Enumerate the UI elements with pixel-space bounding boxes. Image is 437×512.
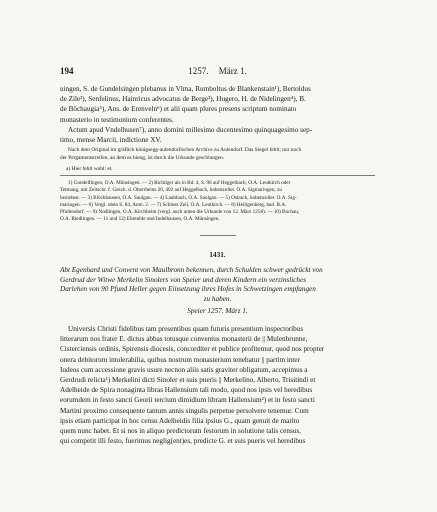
section-divider bbox=[200, 235, 236, 236]
actum-paragraph bbox=[60, 125, 375, 145]
charter-text bbox=[60, 324, 375, 446]
text-line: Nach dem Original im gräflich königsegg-aulendorfischen Archive zu Aulendorf. Das Siegel fehlt; nur noch bbox=[68, 147, 302, 153]
text-line: ipsis etiam participat in hoc censu Adelheidis filia ipsius G., quam genuit de marito bbox=[60, 416, 300, 425]
text-line: Cisterciensis ordinis, Spirensis diocesis, concorditer et publice profitemur, quod nos propter bbox=[60, 345, 325, 354]
footnotes bbox=[60, 180, 375, 224]
regest-line: Gerdrud der Witwe Merkelin Sinolers von Speier und deren Kindern ein verzinsliches bbox=[60, 275, 306, 284]
footnote-line: maringen. — 6) Vergl. oben S. 84, Anm. 2. — 7) Schloss Zeil, O.A. Leutkirch. — 8) Heiligenberg, bad. B.A. bbox=[60, 201, 287, 208]
regest-line: Abt Egenhard und Convent von Maulbronn bekennen, durch Schulden schwer gedrückt von bbox=[60, 266, 323, 274]
text-line: Universis Christi fidelibus tam presentibus quam futuris presentium inspectoribus bbox=[68, 325, 304, 333]
witness-list-paragraph bbox=[60, 84, 375, 125]
footnote-divider bbox=[60, 175, 375, 176]
header-date bbox=[60, 66, 375, 76]
text-line: monasterio in testimonium conferentes. bbox=[60, 115, 174, 124]
footnote-line: Tettnang, mit Zeitschr. f. Gesch. d. Oberrheins 26, 402 auf Heggelbach, hohenzoller. O.A. Sigmaringen, zu bbox=[60, 187, 282, 194]
footnote-line: Pfullendorf. — 9) Nodlingen, O.A. Kirchheim (vergl. auch unten die Urkunde von 12. März 1258). — 10) Buchau, bbox=[60, 209, 300, 216]
header-year: 1257. bbox=[188, 66, 209, 76]
text-line: qui competit illi festo, fuerimus neglig(ent)es, predicte G. et suis pueris vel heredibus bbox=[60, 437, 306, 446]
text-line: timo, mense Marcii, indictione XV. bbox=[60, 136, 162, 145]
text-line: Martini proximo consequente tantum annis singulis perpetue persolvere tenemur. Cum bbox=[60, 406, 309, 415]
regest bbox=[60, 266, 375, 304]
source-note bbox=[60, 147, 375, 162]
text-line: uingen, S. de Gundelsingen plebanus in Vlma, Rumboltus de Blankenstain¹), Bertoldus bbox=[60, 85, 311, 93]
footnote-a: a) Hier fehlt wohl: et. bbox=[66, 166, 113, 172]
text-line: eorumdem in festo sancti Georii tercium dimidium libram Hallensium²) et in festo sancti bbox=[60, 396, 315, 405]
text-line: Actum apud Vndelhusen⁷), anno domini millesimo ducentesimo quinquagesimo sep- bbox=[68, 126, 313, 134]
place-date: Speier 1257. März 1. bbox=[187, 307, 248, 315]
text-line: litterarum nos frater E. dictus abbas totusque conventus monasterii de || Mulenbrunne, bbox=[60, 335, 308, 344]
document-number: 1431. bbox=[209, 251, 226, 259]
text-line: Gerdrudi relicta¹) Merkelini dicti Sinoler et suis pueris || Merkelino, Alberto, Trisitindi et bbox=[60, 376, 316, 385]
regest-line: Darlehen von 90 Pfund Heller gegen Einsetzung ihres Hofes in Schwetzingen empfangen bbox=[60, 285, 316, 294]
footnote-line: O.A. Riedlingen. — 11 und 12) Ehrenble und Indelhausen, O.A. Münsingen. bbox=[60, 216, 220, 223]
page-number: 194 bbox=[60, 66, 74, 76]
text-line: quem nunc habet. Et si nos in aliquo predictorum festorum in solutione talis census, bbox=[60, 427, 301, 436]
text-line: onera debitorum intolerabilia, quibus nostrum monasterium tenebatur || partim inter bbox=[60, 355, 301, 364]
footnote-line: beziehen. — 3) Blöchhausen, O.A. Saulgau. — 4) Laubbach, O.A. Saulgau. — 5) Ostrach, hohenzoller. O.A. Sig- bbox=[60, 194, 297, 201]
text-line: Iudeos cum accessione gravis usure necnon aliis satis graviter obligatum, accepimus a bbox=[60, 365, 308, 374]
text-line: de Zile²), Senfelinus, Hainricus advocatus de Berge³), Hugero, H. de Nidelingen⁴), B. bbox=[60, 95, 306, 104]
text-line: Adelheide de Spira nonaginta libras Hallensium tali modo, quod nos ipsis vel heredibus bbox=[60, 386, 313, 395]
text-line: de Böchaugia⁵), Ans. de Erenveln⁶) et alii quam plures presens scriptum nominato bbox=[60, 105, 297, 114]
text-line: der Pergamentstreifen, an dem es hieng, ist durch die Urkunde geschlungen. bbox=[60, 154, 225, 161]
footnote-line: 1) Gundelfingen, O.A. Münsingen. — 2) Richtiger als in Bd. 4, S. 90 auf Heggelbach, O.A. Leutkirch oder bbox=[68, 180, 291, 186]
header-month-day: März 1. bbox=[218, 66, 247, 76]
regest-line: zu haben. bbox=[203, 294, 232, 303]
